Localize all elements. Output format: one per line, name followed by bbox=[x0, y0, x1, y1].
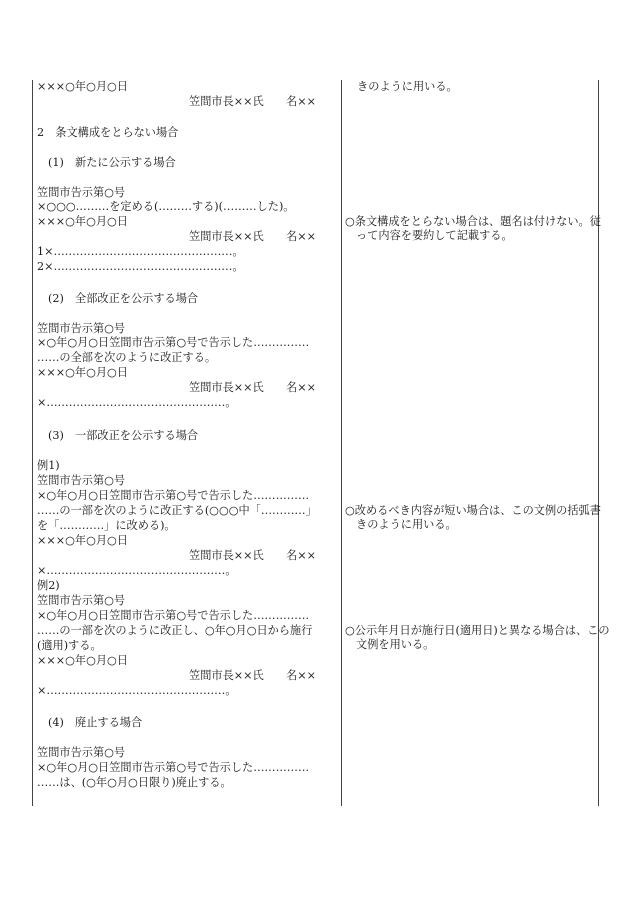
divider-middle bbox=[341, 80, 342, 806]
body-item: ×…………………………………………。 bbox=[37, 564, 237, 577]
note-item: ○改めるべき内容が短い場合は、この文例の括弧書きのように用いる。 bbox=[345, 504, 601, 531]
signature-line: 笠間市長××氏 名×× bbox=[189, 230, 316, 243]
date-line: ×××○年○月○日 bbox=[37, 534, 128, 547]
note-item: ○公示年月日が施行日(適用日)と異なる場合は、この文例を用いる。 bbox=[345, 624, 610, 651]
notice-title: ×○○○………を定める(………する)(………した)。 bbox=[37, 200, 295, 213]
body-text: ……の全部を次のように改正する。 bbox=[37, 351, 217, 364]
body-text: を「…………」に改める)。 bbox=[37, 519, 176, 532]
body-item: 1×…………………………………………。 bbox=[37, 245, 244, 258]
subsection-heading: (1) 新たに公示する場合 bbox=[48, 156, 176, 169]
notice-number: 笠間市告示第○号 bbox=[37, 474, 126, 487]
body-item: ×…………………………………………。 bbox=[37, 684, 237, 697]
date-line: ×××○年○月○日 bbox=[37, 366, 128, 379]
body-text: ×○年○月○日笠間市告示第○号で告示した…………… bbox=[37, 761, 310, 774]
subsection-heading: (4) 廃止する場合 bbox=[48, 716, 143, 729]
subsection-heading: (3) 一部改正を公示する場合 bbox=[48, 429, 199, 442]
date-line: ×××○年○月○日 bbox=[37, 215, 128, 228]
body-text: ……は、(○年○月○日限り)廃止する。 bbox=[37, 776, 232, 789]
body-text: ……の一部を次のように改正する(○○○中「…………」 bbox=[37, 504, 317, 517]
body-item: ×…………………………………………。 bbox=[37, 396, 237, 409]
body-text: ×○年○月○日笠間市告示第○号で告示した…………… bbox=[37, 336, 310, 349]
body-text: ×○年○月○日笠間市告示第○号で告示した…………… bbox=[37, 609, 310, 622]
subsection-heading: (2) 全部改正を公示する場合 bbox=[48, 292, 199, 305]
signature-line: 笠間市長××氏 名×× bbox=[189, 95, 316, 108]
body-text: (適用)する。 bbox=[37, 639, 102, 652]
notice-number: 笠間市告示第○号 bbox=[37, 186, 126, 199]
date-line: ×××○年○月○日 bbox=[37, 654, 128, 667]
signature-line: 笠間市長××氏 名×× bbox=[189, 381, 316, 394]
example-label: 例1) bbox=[37, 459, 60, 472]
example-label: 例2) bbox=[37, 579, 60, 592]
body-text: ×○年○月○日笠間市告示第○号で告示した…………… bbox=[37, 489, 310, 502]
signature-line: 笠間市長××氏 名×× bbox=[189, 669, 316, 682]
body-text: ……の一部を次のように改正し、○年○月○日から施行 bbox=[37, 624, 313, 637]
note-item: ○条文構成をとらない場合は、題名は付けない。従って内容を要約して記載する。 bbox=[345, 215, 601, 242]
note-continuation: きのように用いる。 bbox=[357, 80, 458, 93]
notice-number: 笠間市告示第○号 bbox=[37, 746, 126, 759]
signature-line: 笠間市長××氏 名×× bbox=[189, 549, 316, 562]
divider-right bbox=[598, 80, 599, 806]
notice-number: 笠間市告示第○号 bbox=[37, 322, 126, 335]
notice-number: 笠間市告示第○号 bbox=[37, 594, 126, 607]
date-line: ×××○年○月○日 bbox=[37, 80, 128, 93]
section-heading: 2 条文構成をとらない場合 bbox=[37, 126, 179, 139]
body-item: 2×…………………………………………。 bbox=[37, 260, 244, 273]
divider-left bbox=[32, 80, 33, 806]
